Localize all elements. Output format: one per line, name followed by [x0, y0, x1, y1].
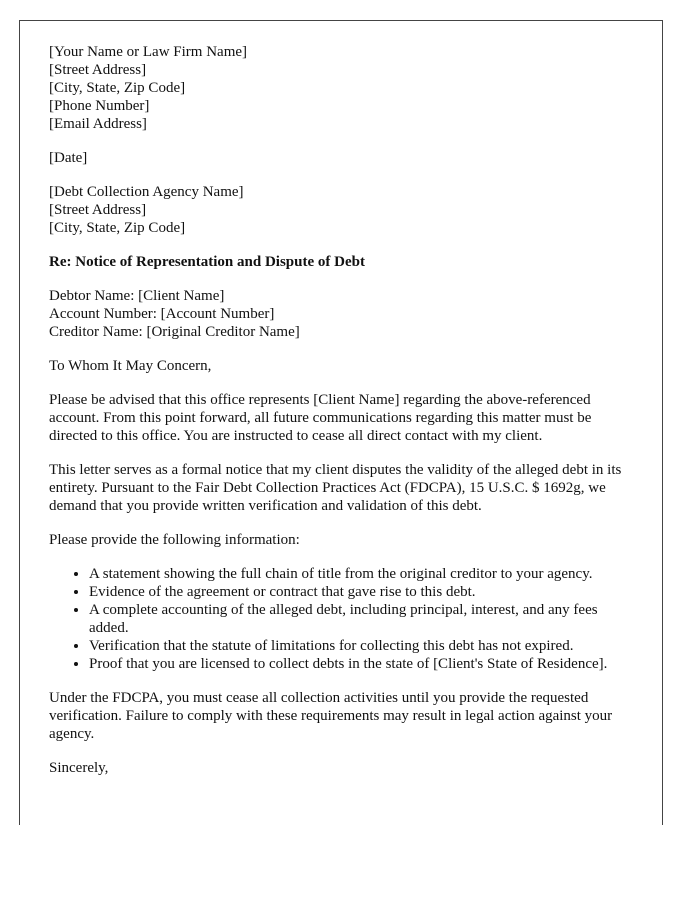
list-item: • Verification that the statute of limitations for collecting this debt has not expired.: [89, 637, 632, 655]
recipient-name: [Debt Collection Agency Name]: [49, 184, 244, 200]
account-info: [49, 287, 632, 341]
list-item: • A statement showing the full chain of title from the original creditor to your agency.: [89, 565, 632, 583]
creditor-name: Creditor Name: [Original Creditor Name]: [49, 324, 300, 340]
list-item: • Proof that you are licensed to collect debts in the state of [Client's State of Residence].: [89, 655, 632, 673]
dispute-paragraph: This letter serves as a formal notice that my client disputes the validity of the alleged debt in its entirety. Pursuant to the Fair Debt Collection Practices Act (FDCPA), 15 U.S.C. $ 1692g, we demand that you provide written verification and validation of this debt.: [49, 462, 622, 514]
sender-phone: [Phone Number]: [49, 98, 150, 114]
request-intro: Please provide the following information:: [49, 532, 300, 548]
closing-paragraph: Under the FDCPA, you must cease all collection activities until you provide the requested verification. Failure to comply with these requirements may result in legal action against your agency.: [49, 690, 613, 742]
sender-name: [Your Name or Law Firm Name]: [49, 44, 248, 60]
list-item: • A complete accounting of the alleged debt, including principal, interest, and any fees added.: [89, 601, 632, 637]
recipient-street: [Street Address]: [49, 202, 147, 218]
recipient-city: [City, State, Zip Code]: [49, 220, 186, 236]
letter-date: [Date]: [49, 150, 88, 166]
subject-line: Re: Notice of Representation and Dispute of Debt: [49, 254, 365, 270]
account-number: Account Number: [Account Number]: [49, 306, 275, 322]
request-list: [49, 565, 632, 673]
list-item: • Evidence of the agreement or contract that gave rise to this debt.: [89, 583, 632, 601]
sender-block: [49, 43, 632, 133]
salutation: To Whom It May Concern,: [49, 358, 212, 374]
sender-city: [City, State, Zip Code]: [49, 80, 186, 96]
closing: Sincerely,: [49, 760, 109, 776]
sender-street: [Street Address]: [49, 62, 147, 78]
representation-paragraph: Please be advised that this office represents [Client Name] regarding the above-referenced account. From this point forward, all future communications regarding this matter must be directed to this office. You are instructed to cease all direct contact with my client.: [49, 392, 592, 444]
sender-email: [Email Address]: [49, 116, 147, 132]
letter-page: [19, 20, 663, 825]
recipient-block: [49, 183, 632, 237]
debtor-name: Debtor Name: [Client Name]: [49, 288, 225, 304]
